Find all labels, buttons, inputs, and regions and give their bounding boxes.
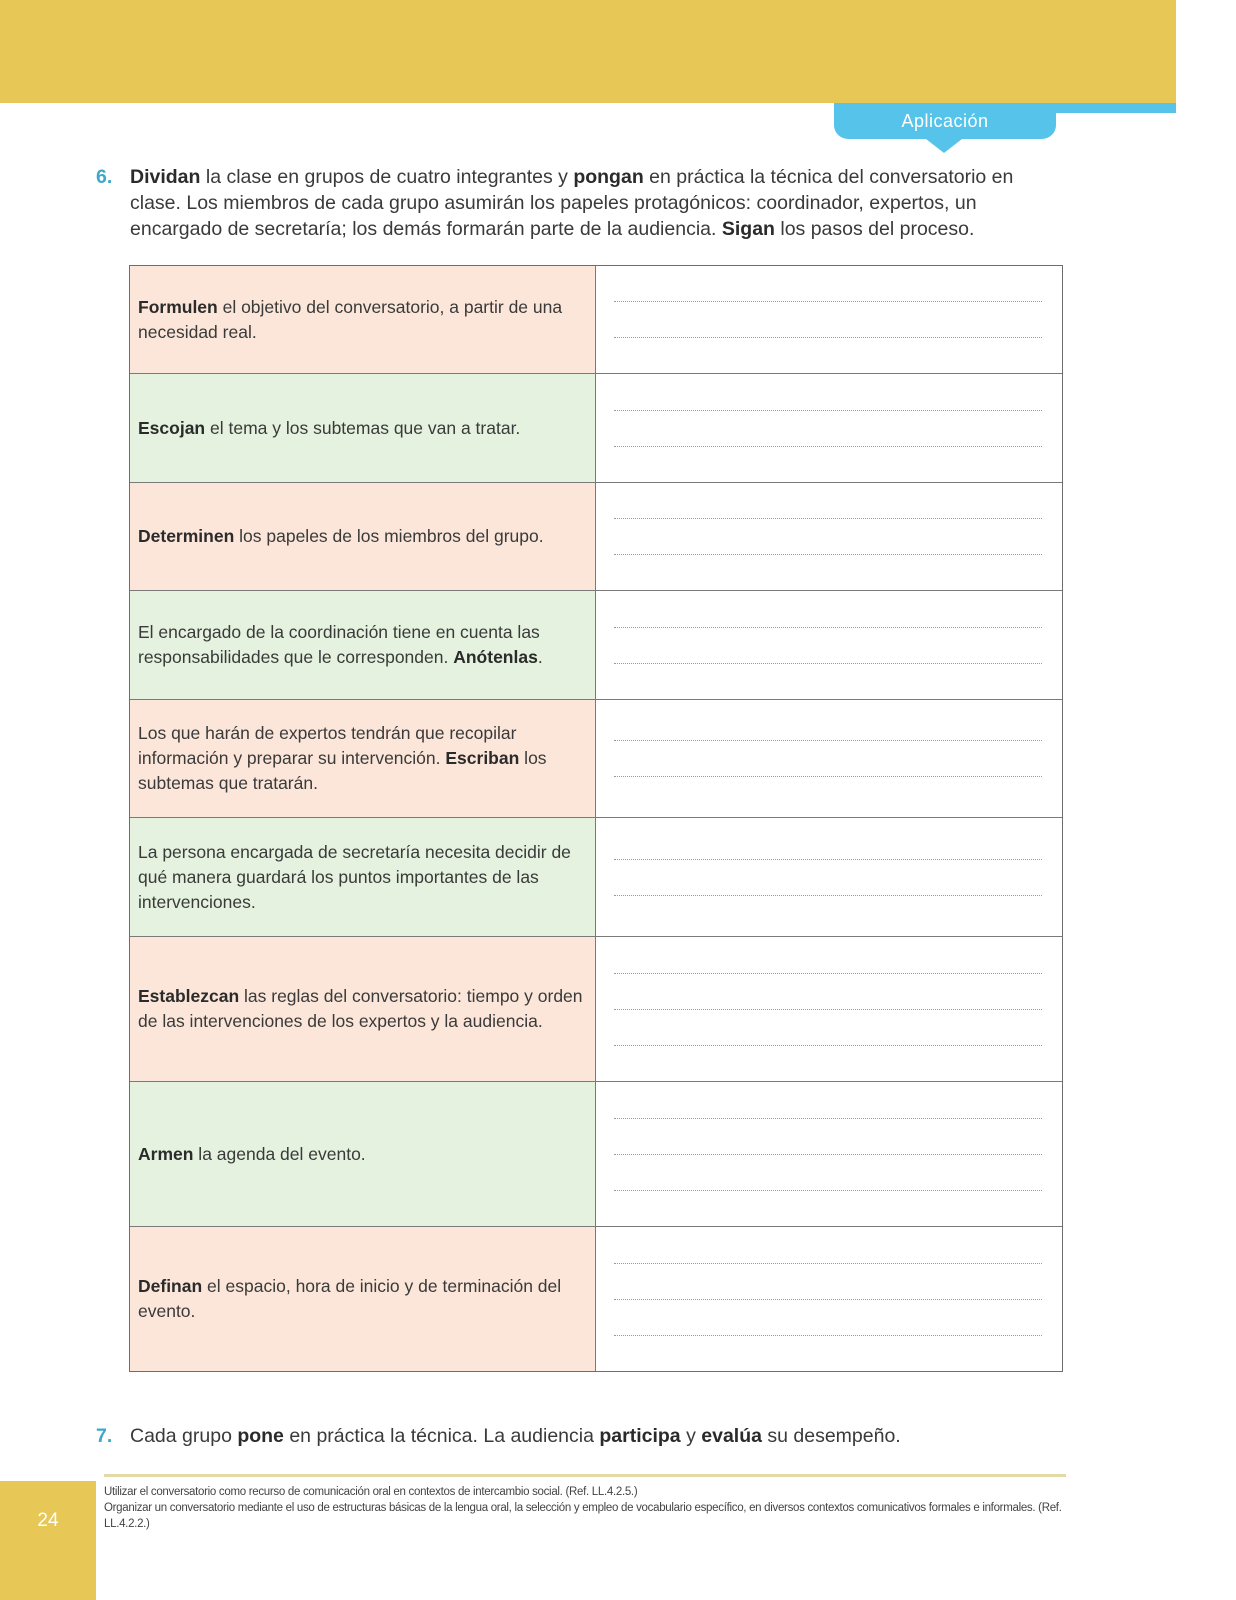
question-7 xyxy=(96,1423,1066,1449)
header-band xyxy=(0,0,1176,103)
step-instruction xyxy=(130,818,596,936)
text-run: y xyxy=(680,1425,702,1447)
bold-verb: pone xyxy=(237,1425,284,1447)
text-run: la clase en grupos de cuatro integrantes y xyxy=(200,166,574,188)
text-run: Cada grupo xyxy=(130,1425,238,1447)
answer-line[interactable] xyxy=(614,627,1042,628)
question-number: 6. xyxy=(96,166,113,188)
bold-verb: Determinen xyxy=(138,526,235,546)
text-run: los pasos del proceso. xyxy=(774,218,975,240)
text-run: los subtemas que tratarán. xyxy=(138,748,547,793)
answer-area[interactable] xyxy=(596,818,1062,936)
step-instruction xyxy=(130,266,596,373)
step-row xyxy=(130,937,1062,1082)
answer-area[interactable] xyxy=(596,700,1062,817)
answer-line[interactable] xyxy=(614,1335,1042,1336)
question-text xyxy=(130,164,1066,242)
bold-verb: Dividan xyxy=(130,166,201,188)
step-row xyxy=(130,1082,1062,1227)
bold-verb: Armen xyxy=(138,1143,194,1164)
header-accent-strip xyxy=(1040,103,1176,113)
text-run: El encargado de la coordinación tiene en cuenta las responsabilidades que le corresponden. xyxy=(138,622,540,667)
step-text xyxy=(138,524,544,549)
bold-verb: Escojan xyxy=(138,417,206,438)
step-text xyxy=(138,984,585,1034)
section-tab-pointer xyxy=(926,139,962,153)
answer-line[interactable] xyxy=(614,663,1042,664)
bold-verb: Anótenlas xyxy=(453,647,538,667)
step-row xyxy=(130,818,1062,937)
answer-line[interactable] xyxy=(614,337,1042,338)
text-run: el espacio, hora de inicio y de terminación del evento. xyxy=(138,1276,562,1321)
bold-verb: participa xyxy=(599,1425,681,1447)
bold-verb: pongan xyxy=(573,166,644,188)
step-text xyxy=(138,620,585,670)
step-row xyxy=(130,1227,1062,1371)
text-run: su desempeño. xyxy=(761,1425,901,1447)
step-text xyxy=(138,295,585,345)
answer-line[interactable] xyxy=(614,1299,1042,1300)
answer-line[interactable] xyxy=(614,301,1042,302)
step-instruction xyxy=(130,483,596,590)
text-run: en práctica la técnica. La audiencia xyxy=(283,1425,600,1447)
steps-table xyxy=(129,265,1063,1372)
footnote xyxy=(104,1484,1104,1532)
text-run: La persona encargada de secretaría necesita decidir de qué manera guardará los puntos importantes de las intervenciones. xyxy=(138,841,571,912)
answer-line[interactable] xyxy=(614,1154,1042,1155)
answer-line[interactable] xyxy=(614,740,1042,741)
bold-verb: Establezcan xyxy=(138,986,240,1006)
answer-area[interactable] xyxy=(596,1227,1062,1371)
step-row xyxy=(130,591,1062,700)
answer-line[interactable] xyxy=(614,446,1042,447)
answer-line[interactable] xyxy=(614,1263,1042,1264)
step-text xyxy=(138,1274,585,1324)
question-number: 7. xyxy=(96,1425,113,1447)
question-6 xyxy=(96,164,1066,242)
answer-line[interactable] xyxy=(614,554,1042,555)
step-instruction xyxy=(130,700,596,817)
step-instruction xyxy=(130,1082,596,1226)
page-number: 24 xyxy=(37,1510,59,1531)
answer-area[interactable] xyxy=(596,591,1062,699)
answer-area[interactable] xyxy=(596,374,1062,482)
step-row xyxy=(130,266,1062,374)
text-run: el objetivo del conversatorio, a partir de una necesidad real. xyxy=(138,296,563,342)
answer-line[interactable] xyxy=(614,410,1042,411)
footer-rule xyxy=(104,1474,1066,1477)
text-run: . xyxy=(537,647,543,667)
answer-area[interactable] xyxy=(596,937,1062,1081)
step-text xyxy=(138,416,520,441)
step-instruction xyxy=(130,374,596,482)
step-row xyxy=(130,700,1062,818)
text-run: la agenda del evento. xyxy=(193,1143,366,1164)
step-row xyxy=(130,374,1062,483)
answer-line[interactable] xyxy=(614,859,1042,860)
text-run: Los que harán de expertos tendrán que recopilar información y preparar su intervención. xyxy=(138,723,517,768)
answer-line[interactable] xyxy=(614,1118,1042,1119)
text-run: en práctica la técnica del conversatorio en clase. Los miembros de cada grupo asumirán los papeles protagónicos: coordinador, expertos, un encargado de secretaría; los demás formarán parte de la audiencia. xyxy=(130,166,1014,240)
step-text xyxy=(138,1142,366,1167)
answer-area[interactable] xyxy=(596,483,1062,590)
bold-verb: evalúa xyxy=(701,1425,762,1447)
footnote-line: Utilizar el conversatorio como recurso de comunicación oral en contextos de intercambio social. (Ref. LL.4.2.5.) xyxy=(104,1486,638,1498)
answer-line[interactable] xyxy=(614,1045,1042,1046)
step-text xyxy=(138,840,585,915)
step-row xyxy=(130,483,1062,591)
answer-area[interactable] xyxy=(596,1082,1062,1226)
answer-line[interactable] xyxy=(614,518,1042,519)
text-run: el tema y los subtemas que van a tratar. xyxy=(205,417,521,438)
question-text xyxy=(130,1423,1066,1449)
answer-line[interactable] xyxy=(614,776,1042,777)
step-text xyxy=(138,721,585,796)
text-run: las reglas del conversatorio: tiempo y orden de las intervenciones de los expertos y la audiencia. xyxy=(138,986,583,1031)
answer-line[interactable] xyxy=(614,1190,1042,1191)
bold-verb: Sigan xyxy=(721,218,775,240)
bold-verb: Definan xyxy=(138,1276,203,1296)
answer-area[interactable] xyxy=(596,266,1062,373)
step-instruction xyxy=(130,937,596,1081)
text-run: los papeles de los miembros del grupo. xyxy=(234,526,544,546)
answer-line[interactable] xyxy=(614,1009,1042,1010)
bold-verb: Formulen xyxy=(138,296,218,317)
section-tab: Aplicación xyxy=(834,103,1056,139)
answer-line[interactable] xyxy=(614,895,1042,896)
bold-verb: Escriban xyxy=(445,748,520,768)
footnote-line: Organizar un conversatorio mediante el uso de estructuras básicas de la lengua oral, la selección y empleo de vocabulario específico, en diversos contextos comunicativos formales e informales. (Ref. LL.4.2.2.) xyxy=(104,1502,1062,1530)
step-instruction xyxy=(130,591,596,699)
answer-line[interactable] xyxy=(614,973,1042,974)
step-instruction xyxy=(130,1227,596,1371)
page-number-box xyxy=(0,1481,96,1600)
